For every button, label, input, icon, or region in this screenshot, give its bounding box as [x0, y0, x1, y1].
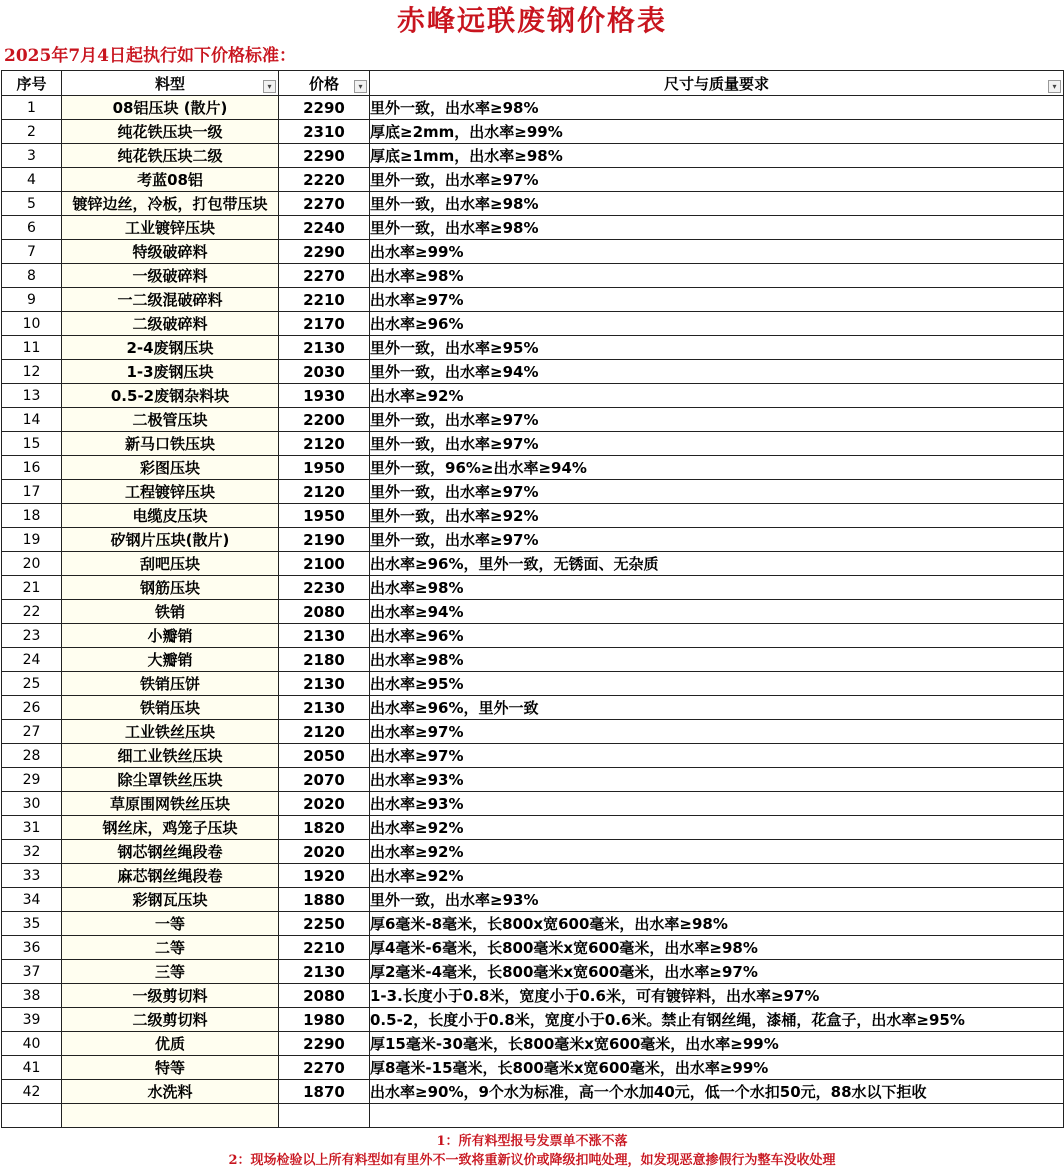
table-row — [2, 840, 1064, 864]
row-material: 刮吧压块 — [62, 552, 279, 576]
row-material: 特级破碎料 — [62, 240, 279, 264]
row-material: 钢芯钢丝绳段卷 — [62, 840, 279, 864]
row-price: 2130 — [279, 696, 370, 720]
row-material: 彩图压块 — [62, 456, 279, 480]
row-material: 2-4废钢压块 — [62, 336, 279, 360]
row-requirements: 厚6毫米-8毫米，长800x宽600毫米，出水率≥98% — [370, 912, 1064, 936]
row-requirements: 出水率≥93% — [370, 768, 1064, 792]
table-row — [2, 144, 1064, 168]
row-index: 37 — [2, 960, 62, 984]
header-name: 料型 ▾ — [62, 71, 279, 96]
table-row — [2, 264, 1064, 288]
table-row — [2, 1080, 1064, 1104]
row-requirements: 出水率≥94% — [370, 600, 1064, 624]
row-price: 2210 — [279, 936, 370, 960]
row-index: 16 — [2, 456, 62, 480]
table-row — [2, 888, 1064, 912]
dropdown-filter-icon[interactable]: ▾ — [263, 80, 276, 93]
table-row — [2, 768, 1064, 792]
footer-notes — [0, 1132, 1064, 1170]
row-price: 2270 — [279, 1056, 370, 1080]
table-row — [2, 504, 1064, 528]
row-price: 2080 — [279, 984, 370, 1008]
row-index: 42 — [2, 1080, 62, 1104]
row-material: 优质 — [62, 1032, 279, 1056]
table-row — [2, 864, 1064, 888]
row-price: 2310 — [279, 120, 370, 144]
row-price: 2180 — [279, 648, 370, 672]
table-row — [2, 528, 1064, 552]
row-price: 2250 — [279, 912, 370, 936]
row-price: 1950 — [279, 456, 370, 480]
row-material: 铁销压块 — [62, 696, 279, 720]
table-row — [2, 480, 1064, 504]
row-requirements: 出水率≥93% — [370, 792, 1064, 816]
row-material: 1-3废钢压块 — [62, 360, 279, 384]
table-row — [2, 744, 1064, 768]
row-requirements: 里外一致，出水率≥97% — [370, 432, 1064, 456]
row-material: 矽钢片压块(散片) — [62, 528, 279, 552]
row-requirements: 出水率≥90%，9个水为标准，高一个水加40元，低一个水扣50元，88水以下拒收 — [370, 1080, 1064, 1104]
row-price: 2130 — [279, 624, 370, 648]
row-requirements: 0.5-2，长度小于0.8米，宽度小于0.6米。禁止有钢丝绳，漆桶，花盒子，出水率≥95% — [370, 1008, 1064, 1032]
row-requirements: 里外一致，出水率≥98% — [370, 96, 1064, 120]
row-material: 小瓣销 — [62, 624, 279, 648]
row-material: 铁销压饼 — [62, 672, 279, 696]
row-price: 2270 — [279, 192, 370, 216]
price-table — [1, 70, 1064, 1128]
row-requirements: 厚2毫米-4毫米，长800毫米x宽600毫米，出水率≥97% — [370, 960, 1064, 984]
row-material: 草原围网铁丝压块 — [62, 792, 279, 816]
row-requirements: 出水率≥92% — [370, 384, 1064, 408]
table-row — [2, 120, 1064, 144]
row-material: 一二级混破碎料 — [62, 288, 279, 312]
row-requirements: 出水率≥92% — [370, 840, 1064, 864]
row-material: 工程镀锌压块 — [62, 480, 279, 504]
row-material: 三等 — [62, 960, 279, 984]
row-requirements: 里外一致，96%≥出水率≥94% — [370, 456, 1064, 480]
row-price: 2020 — [279, 840, 370, 864]
row-index — [2, 1104, 62, 1128]
row-price: 2170 — [279, 312, 370, 336]
table-row — [2, 960, 1064, 984]
row-requirements: 里外一致，出水率≥93% — [370, 888, 1064, 912]
row-material: 大瓣销 — [62, 648, 279, 672]
row-material: 纯花铁压块一级 — [62, 120, 279, 144]
table-row — [2, 216, 1064, 240]
row-price: 2290 — [279, 1032, 370, 1056]
row-requirements: 出水率≥96% — [370, 312, 1064, 336]
row-price: 2100 — [279, 552, 370, 576]
row-index: 8 — [2, 264, 62, 288]
row-price: 1950 — [279, 504, 370, 528]
row-requirements: 出水率≥98% — [370, 264, 1064, 288]
row-index: 3 — [2, 144, 62, 168]
row-material: 一级剪切料 — [62, 984, 279, 1008]
row-requirements: 里外一致，出水率≥97% — [370, 528, 1064, 552]
table-row — [2, 96, 1064, 120]
row-material: 一级破碎料 — [62, 264, 279, 288]
row-requirements: 里外一致，出水率≥97% — [370, 480, 1064, 504]
row-index: 19 — [2, 528, 62, 552]
row-material: 特等 — [62, 1056, 279, 1080]
table-row — [2, 168, 1064, 192]
table-row — [2, 816, 1064, 840]
row-price: 2120 — [279, 720, 370, 744]
row-index: 1 — [2, 96, 62, 120]
table-row — [2, 912, 1064, 936]
row-index: 6 — [2, 216, 62, 240]
row-index: 7 — [2, 240, 62, 264]
dropdown-filter-icon[interactable]: ▾ — [1048, 80, 1061, 93]
row-price: 2080 — [279, 600, 370, 624]
table-row — [2, 288, 1064, 312]
row-material: 二极管压块 — [62, 408, 279, 432]
table-row — [2, 792, 1064, 816]
row-requirements: 里外一致，出水率≥98% — [370, 192, 1064, 216]
row-material: 水洗料 — [62, 1080, 279, 1104]
row-index: 35 — [2, 912, 62, 936]
row-price: 2240 — [279, 216, 370, 240]
row-price: 1880 — [279, 888, 370, 912]
table-row — [2, 408, 1064, 432]
row-material: 镀锌边丝，冷板，打包带压块 — [62, 192, 279, 216]
row-requirements: 厚底≥2mm，出水率≥99% — [370, 120, 1064, 144]
row-material: 细工业铁丝压块 — [62, 744, 279, 768]
row-price: 2230 — [279, 576, 370, 600]
row-price: 2120 — [279, 432, 370, 456]
table-row — [2, 1104, 1064, 1128]
row-index: 26 — [2, 696, 62, 720]
row-material — [62, 1104, 279, 1128]
row-material: 纯花铁压块二级 — [62, 144, 279, 168]
row-material: 08铝压块 (散片) — [62, 96, 279, 120]
row-index: 12 — [2, 360, 62, 384]
note-1: 1：所有料型报号发票单不涨不落 — [436, 1134, 628, 1149]
row-material: 钢丝床，鸡笼子压块 — [62, 816, 279, 840]
row-index: 15 — [2, 432, 62, 456]
table-row — [2, 600, 1064, 624]
table-row — [2, 360, 1064, 384]
row-index: 38 — [2, 984, 62, 1008]
row-requirements: 出水率≥97% — [370, 288, 1064, 312]
table-row — [2, 576, 1064, 600]
table-row — [2, 936, 1064, 960]
table-row — [2, 624, 1064, 648]
row-requirements: 出水率≥97% — [370, 744, 1064, 768]
row-requirements: 厚15毫米-30毫米，长800毫米x宽600毫米，出水率≥99% — [370, 1032, 1064, 1056]
table-row — [2, 336, 1064, 360]
row-requirements: 里外一致，出水率≥98% — [370, 216, 1064, 240]
row-requirements: 出水率≥96% — [370, 624, 1064, 648]
row-material: 麻芯钢丝绳段卷 — [62, 864, 279, 888]
row-price: 2290 — [279, 240, 370, 264]
row-material: 电缆皮压块 — [62, 504, 279, 528]
row-price: 2050 — [279, 744, 370, 768]
row-price: 2270 — [279, 264, 370, 288]
table-row — [2, 648, 1064, 672]
row-index: 21 — [2, 576, 62, 600]
row-index: 5 — [2, 192, 62, 216]
row-price: 2290 — [279, 96, 370, 120]
row-requirements: 出水率≥92% — [370, 864, 1064, 888]
row-index: 31 — [2, 816, 62, 840]
row-price: 2070 — [279, 768, 370, 792]
row-index: 23 — [2, 624, 62, 648]
row-material: 二等 — [62, 936, 279, 960]
row-index: 24 — [2, 648, 62, 672]
row-index: 27 — [2, 720, 62, 744]
row-index: 18 — [2, 504, 62, 528]
row-index: 11 — [2, 336, 62, 360]
table-row — [2, 192, 1064, 216]
row-index: 4 — [2, 168, 62, 192]
row-index: 25 — [2, 672, 62, 696]
table-row — [2, 720, 1064, 744]
row-requirements: 厚8毫米-15毫米，长800毫米x宽600毫米，出水率≥99% — [370, 1056, 1064, 1080]
row-material: 工业镀锌压块 — [62, 216, 279, 240]
row-requirements: 1-3.长度小于0.8米，宽度小于0.6米，可有镀锌料，出水率≥97% — [370, 984, 1064, 1008]
table-row — [2, 1008, 1064, 1032]
row-index: 39 — [2, 1008, 62, 1032]
row-requirements: 出水率≥96%，里外一致，无锈面、无杂质 — [370, 552, 1064, 576]
row-index: 2 — [2, 120, 62, 144]
row-index: 22 — [2, 600, 62, 624]
row-requirements: 出水率≥92% — [370, 816, 1064, 840]
row-price: 2130 — [279, 960, 370, 984]
row-material: 工业铁丝压块 — [62, 720, 279, 744]
row-index: 36 — [2, 936, 62, 960]
row-material: 新马口铁压块 — [62, 432, 279, 456]
row-requirements: 里外一致，出水率≥95% — [370, 336, 1064, 360]
row-requirements: 厚4毫米-6毫米，长800毫米x宽600毫米，出水率≥98% — [370, 936, 1064, 960]
row-index: 14 — [2, 408, 62, 432]
table-row — [2, 384, 1064, 408]
row-price: 1820 — [279, 816, 370, 840]
row-requirements: 出水率≥99% — [370, 240, 1064, 264]
row-index: 20 — [2, 552, 62, 576]
row-material: 考蓝08铝 — [62, 168, 279, 192]
row-price: 1930 — [279, 384, 370, 408]
row-requirements — [370, 1104, 1064, 1128]
row-price: 2190 — [279, 528, 370, 552]
note-2: 2：现场检验以上所有料型如有里外不一致将重新议价或降级扣吨处理，如发现恶意掺假行为整车没收处理 — [228, 1153, 836, 1168]
table-row — [2, 672, 1064, 696]
row-material: 二级剪切料 — [62, 1008, 279, 1032]
row-requirements: 里外一致，出水率≥94% — [370, 360, 1064, 384]
row-index: 30 — [2, 792, 62, 816]
row-material: 一等 — [62, 912, 279, 936]
table-row — [2, 1056, 1064, 1080]
table-row — [2, 696, 1064, 720]
row-price: 2130 — [279, 336, 370, 360]
row-material: 0.5-2废钢杂料块 — [62, 384, 279, 408]
table-row — [2, 456, 1064, 480]
row-index: 28 — [2, 744, 62, 768]
table-row — [2, 240, 1064, 264]
row-price: 1920 — [279, 864, 370, 888]
row-index: 13 — [2, 384, 62, 408]
row-material: 二级破碎料 — [62, 312, 279, 336]
row-index: 29 — [2, 768, 62, 792]
dropdown-filter-icon[interactable]: ▾ — [354, 80, 367, 93]
row-index: 33 — [2, 864, 62, 888]
row-material: 彩钢瓦压块 — [62, 888, 279, 912]
row-index: 10 — [2, 312, 62, 336]
row-requirements: 出水率≥97% — [370, 720, 1064, 744]
row-requirements: 出水率≥98% — [370, 648, 1064, 672]
header-index: 序号 — [2, 71, 62, 96]
row-index: 9 — [2, 288, 62, 312]
row-requirements: 里外一致，出水率≥97% — [370, 168, 1064, 192]
row-index: 34 — [2, 888, 62, 912]
header-requirements: 尺寸与质量要求 ▾ — [370, 71, 1064, 96]
row-price: 2210 — [279, 288, 370, 312]
table-row — [2, 984, 1064, 1008]
table-row — [2, 432, 1064, 456]
row-requirements: 厚底≥1mm，出水率≥98% — [370, 144, 1064, 168]
row-requirements: 出水率≥98% — [370, 576, 1064, 600]
row-requirements: 里外一致，出水率≥92% — [370, 504, 1064, 528]
row-price: 2030 — [279, 360, 370, 384]
row-requirements: 出水率≥96%，里外一致 — [370, 696, 1064, 720]
row-index: 32 — [2, 840, 62, 864]
row-price: 2220 — [279, 168, 370, 192]
row-material: 铁销 — [62, 600, 279, 624]
row-price: 1980 — [279, 1008, 370, 1032]
table-row — [2, 312, 1064, 336]
row-price: 2020 — [279, 792, 370, 816]
header-price: 价格 ▾ — [279, 71, 370, 96]
effective-date-line: 2025年7月4日起执行如下价格标准： — [4, 46, 296, 66]
row-material: 除尘罩铁丝压块 — [62, 768, 279, 792]
row-index: 40 — [2, 1032, 62, 1056]
row-price: 1870 — [279, 1080, 370, 1104]
row-price: 2200 — [279, 408, 370, 432]
row-material: 钢筋压块 — [62, 576, 279, 600]
table-row — [2, 1032, 1064, 1056]
row-price: 2130 — [279, 672, 370, 696]
row-price — [279, 1104, 370, 1128]
row-requirements: 里外一致，出水率≥97% — [370, 408, 1064, 432]
row-price: 2120 — [279, 480, 370, 504]
table-row — [2, 552, 1064, 576]
table-header-row — [2, 71, 1064, 96]
row-requirements: 出水率≥95% — [370, 672, 1064, 696]
page-title: 赤峰远联废钢价格表 — [396, 4, 667, 37]
row-index: 41 — [2, 1056, 62, 1080]
row-price: 2290 — [279, 144, 370, 168]
row-index: 17 — [2, 480, 62, 504]
